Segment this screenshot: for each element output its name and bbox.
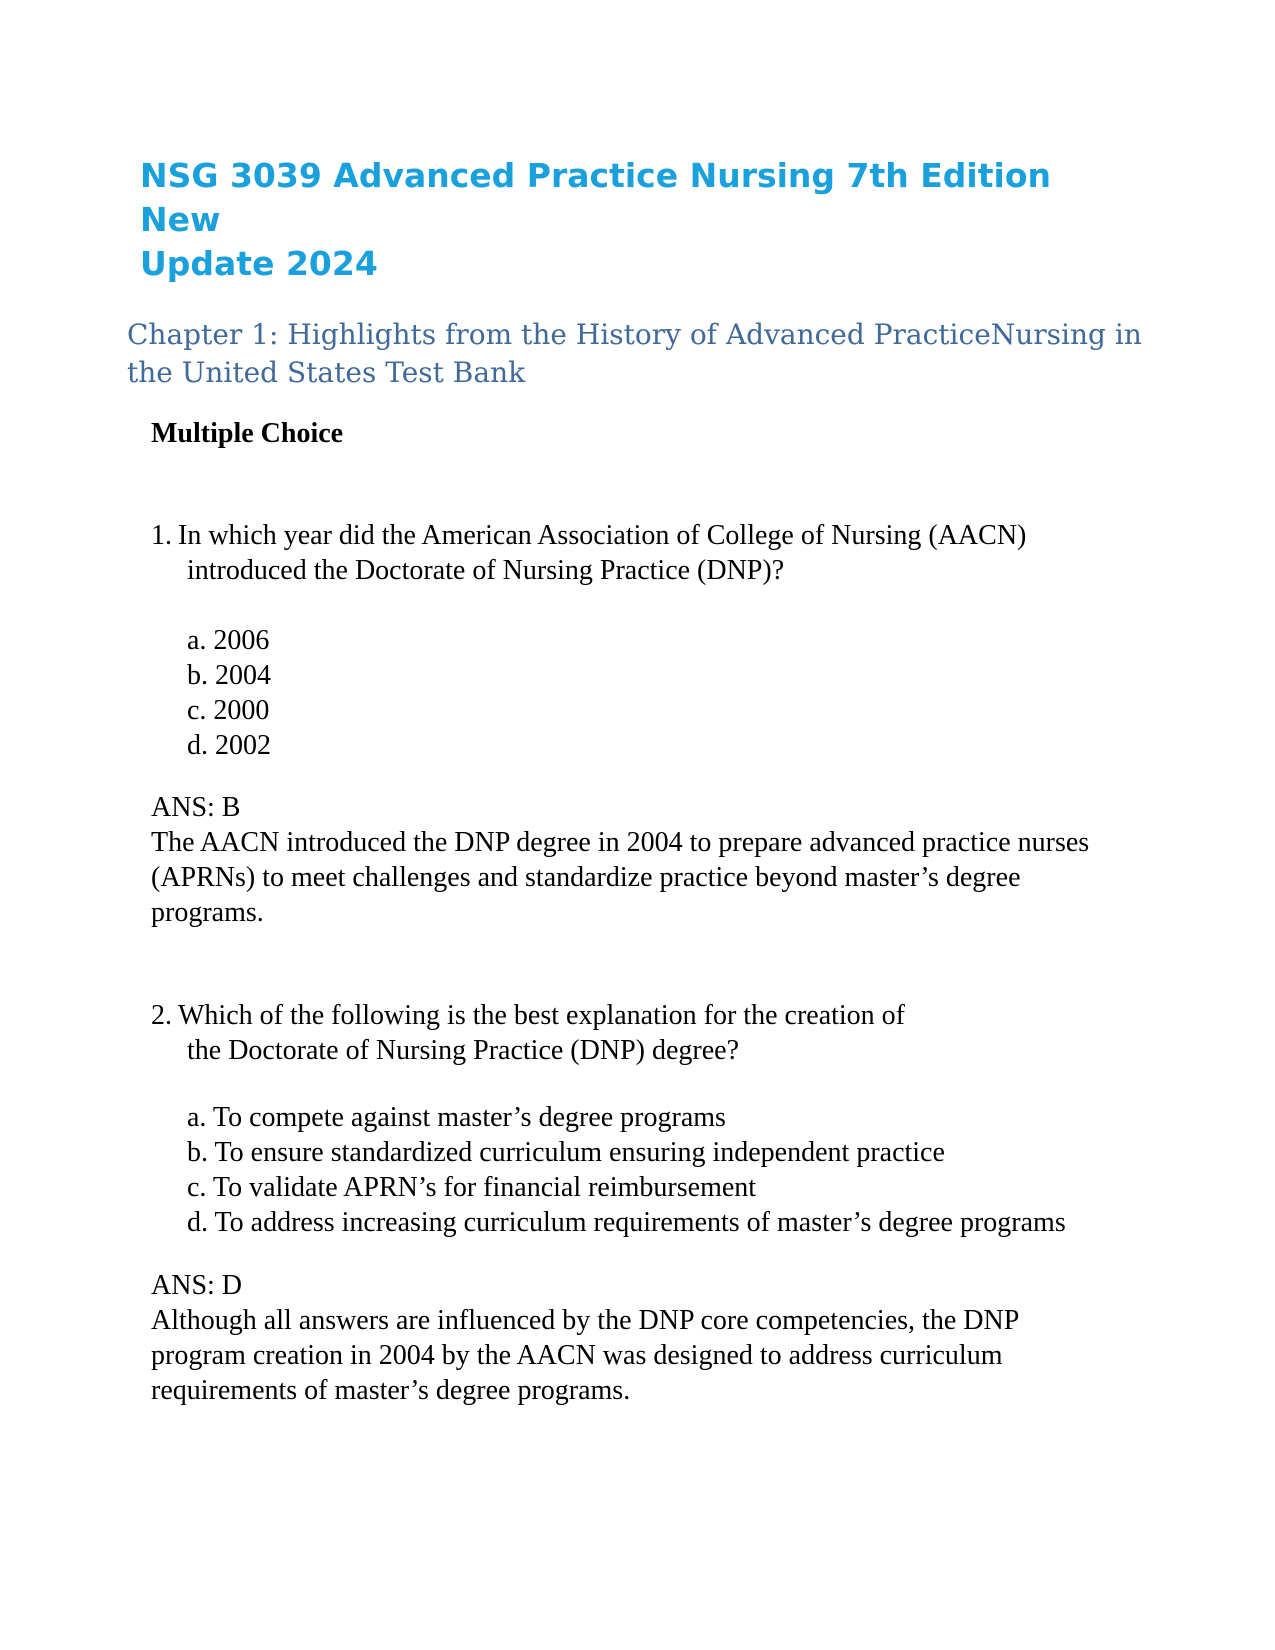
answer-block-1 xyxy=(151,790,1151,930)
question-number: 1. xyxy=(151,520,172,551)
option-c: c. 2000 xyxy=(187,695,270,726)
answer-key: ANS: D xyxy=(151,1270,243,1301)
answer-options xyxy=(151,623,1151,763)
rationale-line-2: program creation in 2004 by the AACN was designed to address curriculum xyxy=(151,1340,1003,1371)
option-d: d. 2002 xyxy=(187,730,271,761)
rationale xyxy=(151,825,1151,930)
option-d: d. To address increasing curriculum requirements of master’s degree programs xyxy=(187,1207,1066,1238)
option-a: a. To compete against master’s degree programs xyxy=(187,1102,726,1133)
rationale xyxy=(151,1303,1151,1408)
option-b: b. 2004 xyxy=(187,660,271,691)
question-stem-line-2: introduced the Doctorate of Nursing Practice (DNP)? xyxy=(187,555,785,586)
question-stem-line-1: Which of the following is the best explanation for the creation of xyxy=(178,1000,906,1031)
option-b: b. To ensure standardized curriculum ensuring independent practice xyxy=(187,1137,945,1168)
section-heading: Multiple Choice xyxy=(151,418,344,449)
question-2 xyxy=(151,998,1151,1240)
question-stem xyxy=(151,518,1151,588)
question-1 xyxy=(151,518,1151,763)
answer-options xyxy=(151,1100,1151,1240)
rationale-line-3: programs. xyxy=(151,897,264,928)
question-stem xyxy=(151,998,1151,1068)
rationale-line-3: requirements of master’s degree programs. xyxy=(151,1375,631,1406)
document-title-line-1: NSG 3039 Advanced Practice Nursing 7th Edition New xyxy=(140,156,1051,239)
rationale-line-1: Although all answers are influenced by the DNP core competencies, the DNP xyxy=(151,1305,1020,1336)
option-c: c. To validate APRN’s for financial reimbursement xyxy=(187,1172,757,1203)
answer-key: ANS: B xyxy=(151,792,241,823)
option-a: a. 2006 xyxy=(187,625,270,656)
document-title-line-2: Update 2024 xyxy=(140,244,378,283)
chapter-title-line-2: the United States Test Bank xyxy=(127,356,526,389)
question-number: 2. xyxy=(151,1000,172,1031)
question-stem-line-2: the Doctorate of Nursing Practice (DNP) degree? xyxy=(187,1035,740,1066)
chapter-title-line-1: Chapter 1: Highlights from the History of Advanced PracticeNursing in xyxy=(127,318,1142,351)
document-title xyxy=(140,154,1140,286)
rationale-line-2: (APRNs) to meet challenges and standardize practice beyond master’s degree xyxy=(151,862,1021,893)
answer-block-2 xyxy=(151,1268,1151,1408)
chapter-title xyxy=(127,316,1207,392)
rationale-line-1: The AACN introduced the DNP degree in 2004 to prepare advanced practice nurses xyxy=(151,827,1090,858)
question-stem-line-1: In which year did the American Association of College of Nursing (AACN) xyxy=(178,520,1027,551)
